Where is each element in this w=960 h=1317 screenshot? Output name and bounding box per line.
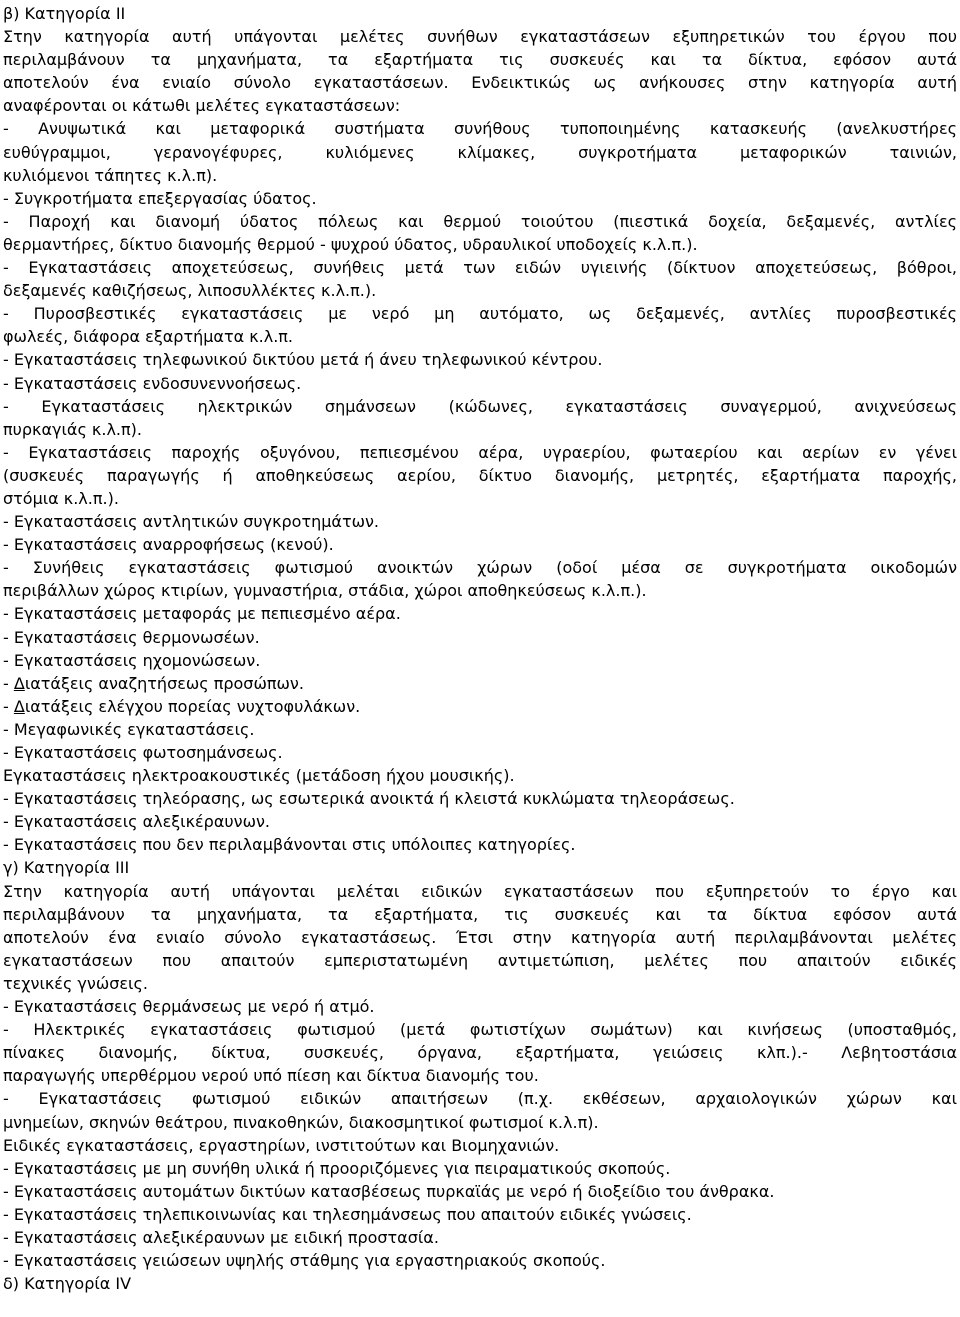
text-line: δ) Κατηγορία ΙV — [3, 1274, 132, 1294]
text-line: αποτελούν ένα ενιαίο σύνολο εγκαταστάσεων. Ενδεικτικώς ως ανήκουσες στην κατηγορία αυτή — [3, 73, 957, 93]
text-line: - Εγκαταστάσεις που δεν περιλαμβάνονται στις υπόλοιπες κατηγορίες. — [3, 835, 576, 855]
text-line: - Εγκαταστάσεις ενδοσυνεννοήσεως. — [3, 373, 302, 393]
text-line: - Εγκαταστάσεις ηχομονώσεων. — [3, 650, 261, 670]
text-line: - Εγκαταστάσεις αλεξικέραυνων. — [3, 812, 270, 832]
text-line: - Εγκαταστάσεις φωτισμού ειδικών απαιτήσεων (π.χ. εκθέσεων, αρχαιολογικών χώρων και — [3, 1089, 957, 1109]
text-line: - Μεγαφωνικές εγκαταστάσεις. — [3, 719, 255, 739]
text-line: πίνακες διανομής, δίκτυα, συσκευές, όργανα, εξαρτήματα, γειώσεις κλπ.).- Λεβητοστάσια — [3, 1043, 957, 1063]
text-line: - Εγκαταστάσεις αλεξικέραυνων με ειδική προστασία. — [3, 1227, 439, 1247]
text-line: - Εγκαταστάσεις αποχετεύσεως, συνήθεις μετά των ειδών υγιεινής (δίκτυον αποχετεύσεως, βόθροι, — [3, 258, 957, 278]
text-line: Ειδικές εγκαταστάσεις, εργαστηρίων, ινστιτούτων και Βιομηχανιών. — [3, 1135, 560, 1155]
text-line: - Εγκαταστάσεις φωτοσημάνσεως. — [3, 743, 283, 762]
text-line: περιλαμβάνουν τα μηχανήματα, τα εξαρτήματα τις συσκευές και τα δίκτυα, εφόσον αυτά — [3, 50, 957, 70]
text-line: - Εγκαταστάσεις ηλεκτρικών σημάνσεων (κώδωνες, εγκαταστάσεις συναγερμού, ανιχνεύσεως — [3, 396, 957, 416]
text-line: πυρκαγιάς κ.λ.π). — [3, 419, 142, 439]
text-line: δεξαμενές καθιζήσεως, λιποσυλλέκτες κ.λ.π.). — [3, 281, 377, 301]
text-line: (συσκευές παραγωγής ή αποθηκεύσεως αερίου, δίκτυο διανομής, μετρητές, εξαρτήματα παροχής, — [3, 465, 957, 485]
text-line: - Εγκαταστάσεις παροχής οξυγόνου, πεπιεσμένου αέρα, υγραερίου, φωταερίου και αερίων εν γένει — [3, 442, 957, 462]
text-line: - Πυροσβεστικές εγκαταστάσεις με νερό μη αυτόματο, ως δεξαμενές, αντλίες πυροσβεστικές — [3, 304, 957, 324]
text-line: - Εγκαταστάσεις τηλεπικοινωνίας και τηλεσημάνσεως που απαιτούν ειδικές γνώσεις. — [3, 1204, 692, 1224]
text-line: περιλαμβάνουν τα μηχανήματα, τα εξαρτήματα, τις συσκευές και τα δίκτυα εφόσον αυτά — [3, 904, 957, 924]
text-line: ευθύγραμμοι, γερανογέφυρες, κυλιόμενες κλίμακες, συγκροτήματα μεταφορικών ταινιών, — [3, 142, 957, 162]
text-line: - Εγκαταστάσεις γειώσεων υψηλής στάθμης για εργαστηριακούς σκοπούς. — [3, 1251, 606, 1271]
text-line: γ) Κατηγορία ΙΙΙ — [3, 858, 130, 878]
text-line: - Εγκαταστάσεις τηλεόρασης, ως εσωτερικά ανοικτά ή κλειστά κυκλώματα τηλεοράσεως. — [3, 789, 735, 809]
text-line: - Εγκαταστάσεις αντλητικών συγκροτημάτων. — [3, 512, 380, 532]
text-line: - Εγκαταστάσεις αναρροφήσεως (κενού). — [3, 535, 334, 555]
text-line: περιβάλλων χώρος κτιρίων, γυμναστήρια, στάδια, χώροι αποθηκεύσεως κ.λ.π.). — [3, 581, 647, 601]
text-line: εγκαταστάσεων που απαιτούν εμπεριστατωμένη αντιμετώπιση, μελέτες που απαιτούν ειδικές — [3, 950, 957, 970]
text-line: αναφέρονται οι κάτωθι μελέτες εγκαταστάσεων: — [3, 96, 401, 116]
text-line: αποτελούν ένα ενιαίο σύνολο εγκαταστάσεως. Έτσι στην κατηγορία αυτή περιλαμβάνονται μελέτες — [3, 927, 957, 947]
text-line: - Εγκαταστάσεις μεταφοράς με πεπιεσμένο αέρα. — [3, 604, 401, 624]
text-line: παραγωγής υπερθέρμου νερού υπό πίεση και δίκτυα διανομής του. — [3, 1066, 539, 1086]
text-line: θερμαντήρες, δίκτυο διανομής θερμού - ψυχρού ύδατος, υδραυλικοί υποδοχείς κ.λ.π.). — [3, 234, 698, 254]
text-line: μνημείων, σκηνών θεάτρου, πινακοθηκών, διακοσμητικοί φωτισμοί κ.λ.π). — [3, 1112, 599, 1132]
text-line: τεχνικές γνώσεις. — [3, 973, 148, 993]
text-line: - Ανυψωτικά και μεταφορικά συστήματα συνήθους τυποποιημένης κατασκευής (ανελκυστήρες — [3, 119, 957, 139]
text-line: στόμια κ.λ.π.). — [3, 488, 119, 508]
text-line: - Εγκαταστάσεις με μη συνήθη υλικά ή προοριζόμενες για πειραματικούς σκοπούς. — [3, 1158, 671, 1178]
text-line: - Διατάξεις αναζητήσεως προσώπων. — [3, 673, 304, 693]
text-line: - Παροχή και διανομή ύδατος πόλεως και θερμού τοιούτου (πιεστικά δοχεία, δεξαμενές, αντλίες — [3, 211, 957, 231]
text-line: - Συγκροτήματα επεξεργασίας ύδατος. — [3, 188, 317, 208]
text-line: - Εγκαταστάσεις θερμονωσέων. — [3, 627, 260, 647]
text-line: Εγκαταστάσεις ηλεκτροακουστικές (μετάδοση ήχου μουσικής). — [3, 766, 515, 786]
text-line: β) Κατηγορία ΙΙ — [3, 4, 126, 23]
text-line: φωλεές, διάφορα εξαρτήματα κ.λ.π. — [3, 327, 293, 347]
text-line: - Εγκαταστάσεις θερμάνσεως με νερό ή ατμό. — [3, 997, 375, 1017]
text-line: - Εγκαταστάσεις τηλεφωνικού δικτύου μετά ή άνευ τηλεφωνικού κέντρου. — [3, 350, 603, 370]
text-line: Στην κατηγορία αυτή υπάγονται μελέται ειδικών εγκαταστάσεων που εξυπηρετούν το έργο και — [3, 881, 957, 901]
text-line: - Συνήθεις εγκαταστάσεις φωτισμού ανοικτών χώρων (οδοί μέσα σε συγκροτήματα οικοδομών — [3, 558, 957, 578]
text-line: Στην κατηγορία αυτή υπάγονται μελέτες συνήθων εγκαταστάσεων εξυπηρετικών του έργου που — [3, 27, 957, 47]
text-line: κυλιόμενοι τάπητες κ.λ.π). — [3, 165, 218, 185]
text-line: - Διατάξεις ελέγχου πορείας νυχτοφυλάκων. — [3, 696, 361, 716]
text-line: - Ηλεκτρικές εγκαταστάσεις φωτισμού (μετά φωτιστίχων σωμάτων) και κινήσεως (υποσταθμός, — [3, 1020, 957, 1040]
text-line: - Εγκαταστάσεις αυτομάτων δικτύων κατασβέσεως πυρκαϊάς με νερό ή διοξείδιο του άνθρακα. — [3, 1181, 775, 1201]
